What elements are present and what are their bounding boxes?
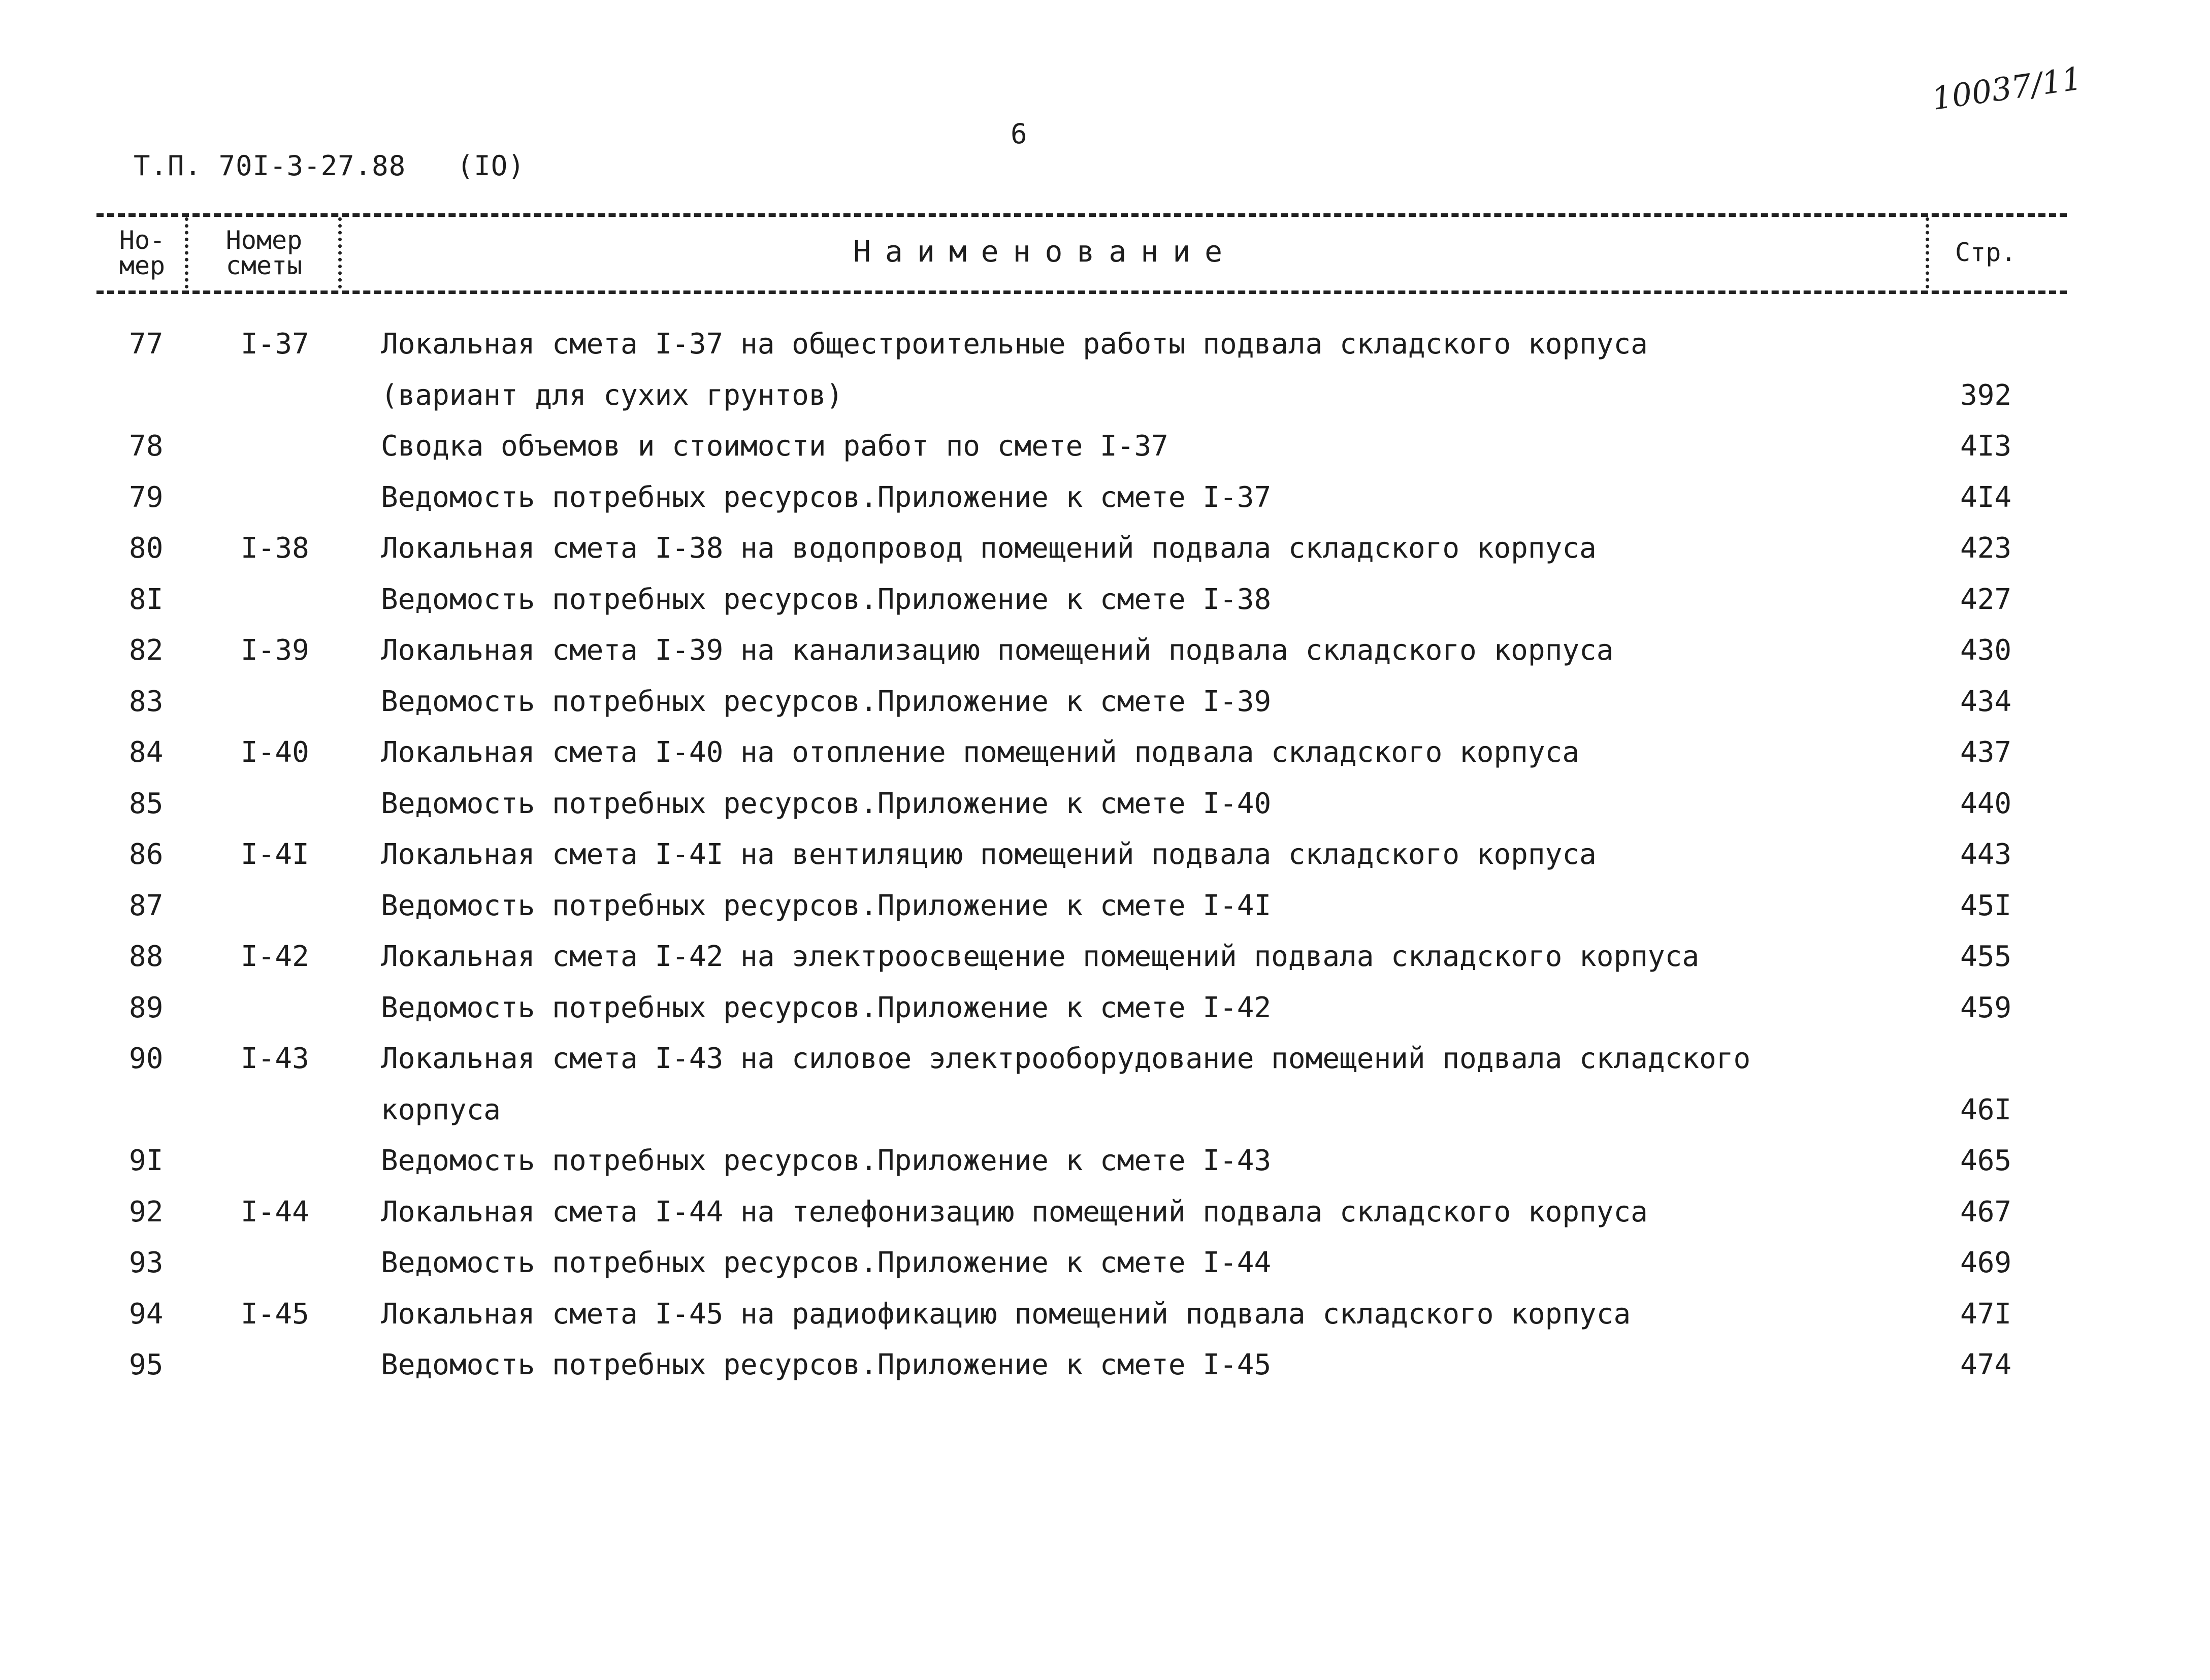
table-row [0, 779, 2210, 829]
row-title: Ведомость потребных ресурсов.Приложение к смете I-44 [381, 1246, 1272, 1279]
table-row [0, 1340, 2210, 1391]
row-title: Локальная смета I-39 на канализацию помещений подвала складского корпуса [381, 634, 1614, 667]
row-number: 83 [129, 685, 164, 718]
row-title: (вариант для сухих грунтов) [381, 378, 843, 412]
table-row [0, 1033, 2210, 1084]
table-row [0, 421, 2210, 472]
row-number: 89 [129, 991, 164, 1024]
row-number: 95 [129, 1348, 164, 1381]
page-number: 45I [1960, 889, 2012, 922]
column-divider [185, 217, 188, 288]
row-number: 84 [129, 736, 164, 769]
row-number: 93 [129, 1246, 164, 1279]
row-title: Локальная смета I-45 на радиофикацию помещений подвала складского корпуса [381, 1297, 1631, 1331]
row-number: 85 [129, 787, 164, 820]
row-title: Ведомость потребных ресурсов.Приложение к смете I-38 [381, 583, 1272, 616]
row-title: Ведомость потребных ресурсов.Приложение к смете I-45 [381, 1348, 1272, 1381]
row-title: Ведомость потребных ресурсов.Приложение к смете I-40 [381, 787, 1272, 820]
table-row [0, 625, 2210, 676]
table-row [0, 1187, 2210, 1238]
row-number: 79 [129, 480, 164, 514]
row-title: Ведомость потребных ресурсов.Приложение к смете I-43 [381, 1144, 1272, 1177]
row-number: 9I [129, 1144, 164, 1177]
row-title: Локальная смета I-42 на электроосвещение помещений подвала складского корпуса [381, 940, 1700, 973]
page-number: 459 [1960, 991, 2012, 1024]
row-title: Локальная смета I-38 на водопровод помещений подвала складского корпуса [381, 532, 1597, 565]
row-number: 92 [129, 1195, 164, 1229]
album-number: (IO) [457, 150, 525, 182]
page-number: 455 [1960, 940, 2012, 973]
row-title: Ведомость потребных ресурсов.Приложение к смете I-37 [381, 480, 1272, 514]
page-number: 4I3 [1960, 430, 2012, 463]
table-row [0, 319, 2210, 370]
row-number: 82 [129, 634, 164, 667]
page-number: 434 [1960, 685, 2012, 718]
estimate-number: I-37 [241, 328, 309, 361]
page-number: 46I [1960, 1093, 2012, 1126]
row-title: корпуса [381, 1093, 501, 1126]
row-number: 77 [129, 328, 164, 361]
row-title: Локальная смета I-44 на телефонизацию помещений подвала складского корпуса [381, 1195, 1648, 1229]
header-top-rule [96, 213, 2067, 217]
row-number: 78 [129, 430, 164, 463]
page-number: 4I4 [1960, 480, 2012, 514]
table-row [0, 931, 2210, 982]
row-title: Локальная смета I-37 на общестроительные работы подвала складского корпуса [381, 328, 1648, 361]
table-row [0, 370, 2210, 421]
table-row [0, 676, 2210, 727]
estimate-number: I-45 [241, 1297, 309, 1331]
handwritten-inventory-number: 10037/11 [1929, 59, 2085, 117]
estimate-number: I-42 [241, 940, 309, 973]
row-title: Локальная смета I-4I на вентиляцию помещений подвала складского корпуса [381, 838, 1597, 871]
table-row [0, 523, 2210, 574]
column-header-num: Но- мер [119, 225, 166, 280]
row-title: Ведомость потребных ресурсов.Приложение к смете I-42 [381, 991, 1272, 1024]
page-number: 443 [1960, 838, 2012, 871]
estimate-number: I-38 [241, 532, 309, 565]
column-divider [338, 217, 342, 288]
column-header-name: Наименование [853, 234, 1237, 269]
row-title: Локальная смета I-43 на силовое электрооборудование помещений подвала складского [381, 1042, 1751, 1075]
estimate-number: I-39 [241, 634, 309, 667]
page-number: 423 [1960, 532, 2012, 565]
doc-code: Т.П. 70I-3-27.88 [134, 150, 406, 182]
table-row [0, 1238, 2210, 1288]
column-divider [1926, 217, 1929, 288]
table-row [0, 983, 2210, 1033]
row-number: 8I [129, 583, 164, 616]
row-title: Сводка объемов и стоимости работ по смете I-37 [381, 430, 1168, 463]
page-number: 437 [1960, 736, 2012, 769]
page-number: 469 [1960, 1246, 2012, 1279]
row-number: 80 [129, 532, 164, 565]
estimate-number: I-4I [241, 838, 309, 871]
page-number: 465 [1960, 1144, 2012, 1177]
estimate-number: I-43 [241, 1042, 309, 1075]
page-number: 467 [1960, 1195, 2012, 1229]
row-title: Ведомость потребных ресурсов.Приложение к смете I-4I [381, 889, 1272, 922]
row-number: 90 [129, 1042, 164, 1075]
row-title: Локальная смета I-40 на отопление помещений подвала складского корпуса [381, 736, 1580, 769]
header-bottom-rule [96, 290, 2067, 294]
sheet-number: 6 [1011, 118, 1027, 150]
row-number: 94 [129, 1297, 164, 1331]
table-row [0, 727, 2210, 778]
table-row [0, 1289, 2210, 1340]
estimate-number: I-40 [241, 736, 309, 769]
document-code [100, 118, 525, 182]
page-number: 47I [1960, 1297, 2012, 1331]
table-row [0, 574, 2210, 625]
row-title: Ведомость потребных ресурсов.Приложение к смете I-39 [381, 685, 1272, 718]
estimate-number: I-44 [241, 1195, 309, 1229]
column-header-estimate: Номер сметы [225, 225, 303, 280]
table-row [0, 881, 2210, 931]
table-row [0, 1085, 2210, 1136]
row-number: 88 [129, 940, 164, 973]
page-number: 430 [1960, 634, 2012, 667]
table-row [0, 829, 2210, 880]
table-row [0, 472, 2210, 523]
row-number: 87 [129, 889, 164, 922]
page-number: 440 [1960, 787, 2012, 820]
page-number: 474 [1960, 1348, 2012, 1381]
page-number: 427 [1960, 583, 2012, 616]
page-number: 392 [1960, 378, 2012, 412]
column-header-page: Стр. [1955, 238, 2017, 267]
row-number: 86 [129, 838, 164, 871]
table-row [0, 1136, 2210, 1186]
